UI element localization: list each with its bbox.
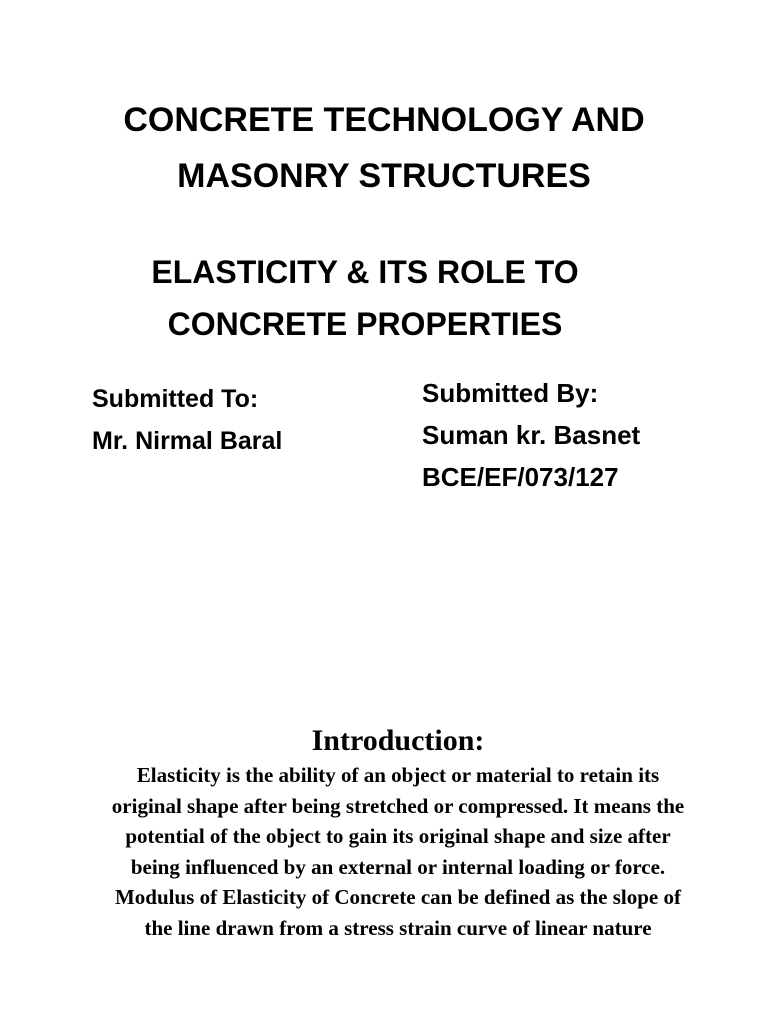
subtitle-line-2: CONCRETE PROPERTIES (167, 306, 563, 342)
title-line-2: MASONRY STRUCTURES (177, 157, 591, 195)
submitted-by-roll: BCE/EF/073/127 (422, 462, 619, 492)
title-line-1: CONCRETE TECHNOLOGY AND (123, 101, 645, 139)
intro-line: original shape after being stretched or compressed. It means the (111, 793, 685, 818)
subtitle-line-1: ELASTICITY & ITS ROLE TO (151, 254, 579, 290)
document-subtitle (0, 246, 730, 350)
document-title (0, 92, 768, 204)
introduction-body (42, 760, 754, 943)
intro-line: being influenced by an external or internal loading or force. (130, 854, 666, 879)
submitted-by-block (422, 372, 640, 498)
submitted-by-name: Suman kr. Basnet (422, 420, 641, 450)
introduction-heading: Introduction: (311, 724, 485, 757)
submitted-to-block (92, 378, 282, 462)
submitted-to-name: Mr. Nirmal Baral (92, 427, 283, 455)
submitted-to-label: Submitted To: (92, 385, 259, 413)
intro-line: Modulus of Elasticity of Concrete can be defined as the slope of (114, 885, 681, 909)
submitted-by-label: Submitted By: (422, 378, 599, 408)
intro-line: the line drawn from a stress strain curve of linear nature (144, 915, 652, 940)
intro-line: potential of the object to gain its original shape and size after (125, 824, 671, 848)
intro-line: Elasticity is the ability of an object or material to retain its (136, 763, 660, 787)
